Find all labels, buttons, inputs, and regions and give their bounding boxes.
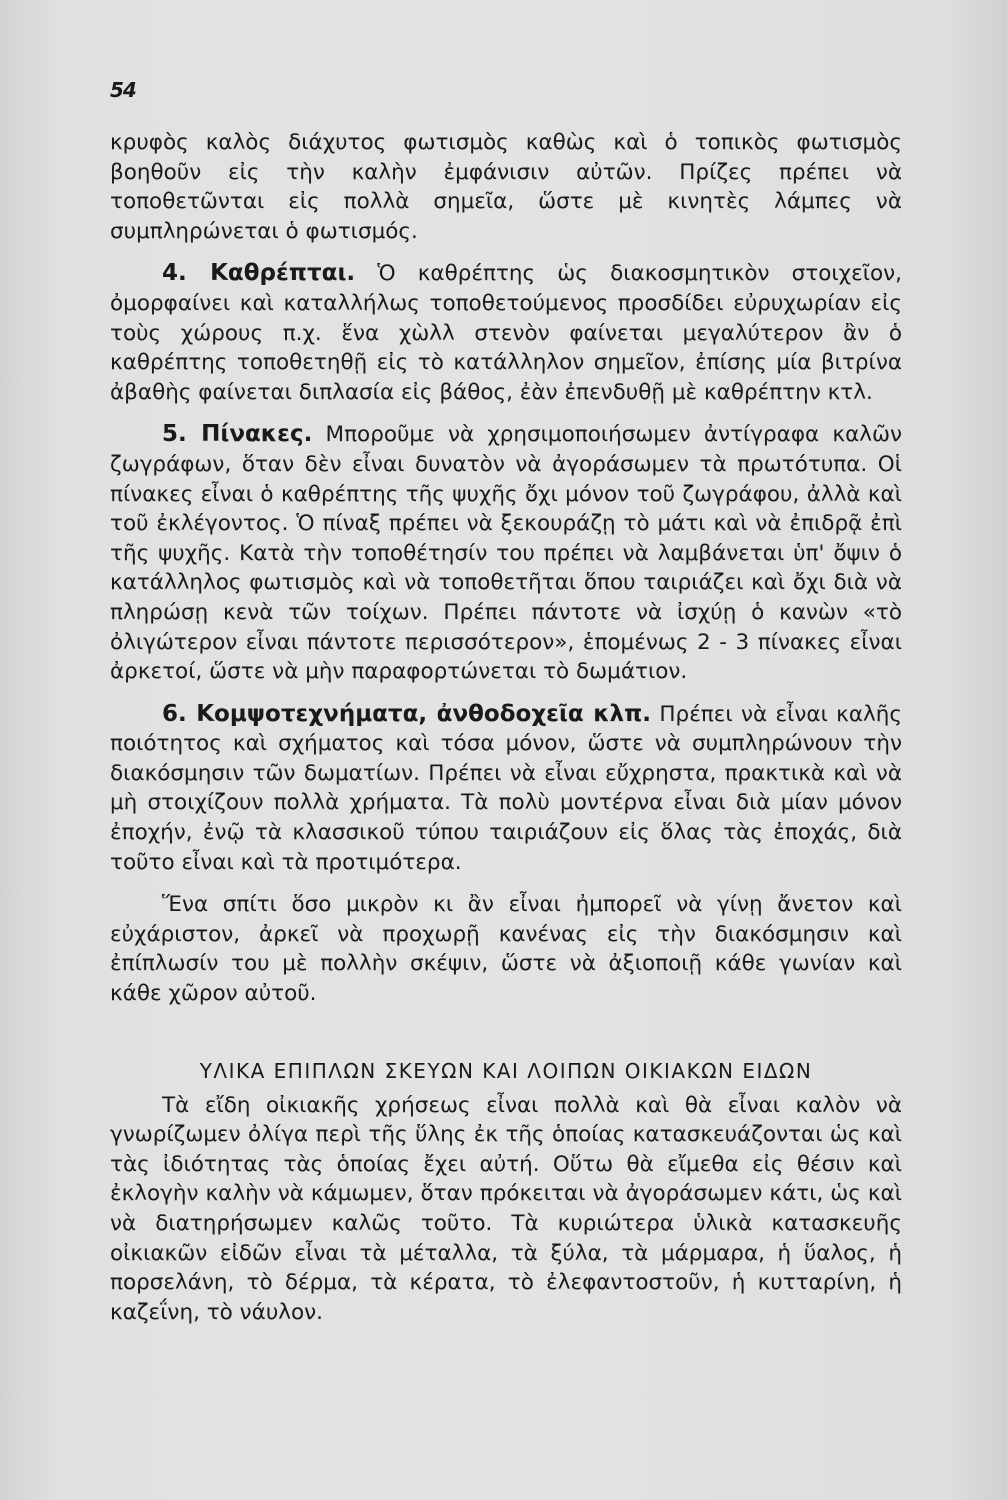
- paragraph-heading: 6. Κομψοτεχνήματα, ἀνθοδοχεῖα κλπ.: [162, 700, 652, 727]
- page-number: 54: [110, 78, 136, 102]
- paragraph-text: Ὁ καθρέπτης ὡς διακοσμητικὸν στοιχεῖον, ὀμορφαίνει καὶ καταλλήλως τοποθετούμενος προσδίδει εὐρυχωρίαν εἰς τοὺς χώρους π.χ. ἕνα χὼλλ στενὸν φαίνεται μεγαλύτερον ἂν ὁ καθρέπτης τοποθετηθῇ εἰς τὸ κατάλληλον σημεῖον, ἐπίσης μία βιτρίνα ἀβαθὴς φαίνεται διπλασία εἰς βάθος, ἐὰν ἐπενδυθῇ μὲ καθρέπτην κτλ.: [110, 261, 902, 405]
- paragraph-text: Ἕνα σπίτι ὅσο μικρὸν κι ἂν εἶναι ἠμπορεῖ νὰ γίνῃ ἄνετον καὶ εὐχάριστον, ἀρκεῖ νὰ προχωρῇ κανένας εἰς τὴν διακόσμησιν καὶ ἐπίπλωσίν του μὲ πολλὴν σκέψιν, ὥστε νὰ ἀξιοποιῇ κάθε γωνίαν καὶ κάθε χῶρον αὐτοῦ.: [110, 892, 902, 1007]
- page-body: [110, 128, 902, 1327]
- paragraph-text: Μποροῦμε νὰ χρησιμοποιήσωμεν ἀντίγραφα καλῶν ζωγράφων, ὅταν δὲν εἶναι δυνατὸν νὰ ἀγοράσωμεν τὰ πρωτότυπα. Οἱ πίνακες εἶναι ὁ καθρέπτης τῆς ψυχῆς ὄχι μόνον τοῦ ζωγράφου, ἀλλὰ καὶ τοῦ ἐκλέγοντος. Ὁ πίναξ πρέπει νὰ ξεκουράζῃ τὸ μάτι καὶ νὰ ἐπιδρᾷ ἐπὶ τῆς ψυχῆς. Κατὰ τὴν τοποθέτησίν του πρέπει νὰ λαμβάνεται ὑπ' ὄψιν ὁ κατάλληλος φωτισμὸς καὶ νὰ τοποθετῆται ὅπου ταιριάζει καὶ ὄχι διὰ νὰ πληρώσῃ κενὰ τῶν τοίχων. Πρέπει πάντοτε νὰ ἰσχύῃ ὁ κανὼν «τὸ ὀλιγώτερον εἶναι πάντοτε περισσότερον», ἑπομένως 2 - 3 πίνακες εἶναι ἀρκετοί, ὥστε νὰ μὴν παραφορτώνεται τὸ δωμάτιον.: [110, 422, 902, 685]
- paragraph-lighting-continued: [110, 128, 902, 246]
- paragraph-paintings: [110, 420, 902, 686]
- paragraph-text: κρυφὸς καλὸς διάχυτος φωτισμὸς καθὼς καὶ ὁ τοπικὸς φωτισμὸς βοηθοῦν εἰς τὴν καλὴν ἐμφάνισιν αὐτῶν. Πρίζες πρέπει νὰ τοποθετῶνται εἰς πολλὰ σημεῖα, ὥστε μὲ κινητὲς λάμπες νὰ συμπληρώνεται ὁ φωτισμός.: [110, 130, 902, 244]
- paragraph-text: Τὰ εἴδη οἰκιακῆς χρήσεως εἶναι πολλὰ καὶ θὰ εἶναι καλὸν νὰ γνωρίζωμεν ὀλίγα περὶ τῆς ὕλης ἐκ τῆς ὁποίας κατασκευάζονται ὡς καὶ τὰς ἰδιότητας τὰς ὁποίας ἔχει αὐτή. Οὕτω θὰ εἴμεθα εἰς θέσιν καὶ ἐκλογὴν καλὴν νὰ κάμωμεν, ὅταν πρόκειται νὰ ἀγοράσωμεν κάτι, ὡς καὶ νὰ διατηρήσωμεν καλῶς τοῦτο. Τὰ κυριώτερα ὑλικὰ κατασκευῆς οἰκιακῶν εἰδῶν εἶναι τὰ μέταλλα, τὰ ξύλα, τὰ μάρμαρα, ἡ ὕαλος, ἡ πορσελάνη, τὸ δέρμα, τὰ κέρατα, τὸ ἐλεφαντοστοῦν, ἡ κυτταρίνη, ἡ καζεΐνη, τὸ νάυλον.: [110, 1092, 902, 1325]
- section-heading: ΥΛΙΚΑ ΕΠΙΠΛΩΝ ΣΚΕΥΩΝ ΚΑΙ ΛΟΙΠΩΝ ΟΙΚΙΑΚΩΝ ΕΙΔΩΝ: [199, 1058, 813, 1083]
- paragraph-ornaments: [110, 700, 902, 878]
- paragraph-materials: [110, 1091, 902, 1328]
- paragraph-text: Πρέπει νὰ εἶναι καλῆς ποιότητος καὶ σχήματος καὶ τόσα μόνον, ὥστε νὰ συμπληρώνουν τὴν διακόσμησιν τῶν δωματίων. Πρέπει νὰ εἶναι εὔχρηστα, πρακτικὰ καὶ νὰ μὴ στοιχίζουν πολλὰ χρήματα. Τὰ πολὺ μοντέρνα εἶναι διὰ μίαν μόνον ἐποχήν, ἐνῷ τὰ κλασσικοῦ τύπου ταιριάζουν εἰς ὅλας τὰς ἐποχάς, διὰ τοῦτο εἶναι καὶ τὰ προτιμότερα.: [110, 701, 902, 875]
- paragraph-heading: 5. Πίνακες.: [162, 421, 313, 448]
- paragraph-mirrors: [110, 259, 902, 407]
- paragraph-small-house: [110, 890, 902, 1008]
- paragraph-heading: 4. Καθρέπται.: [162, 260, 356, 287]
